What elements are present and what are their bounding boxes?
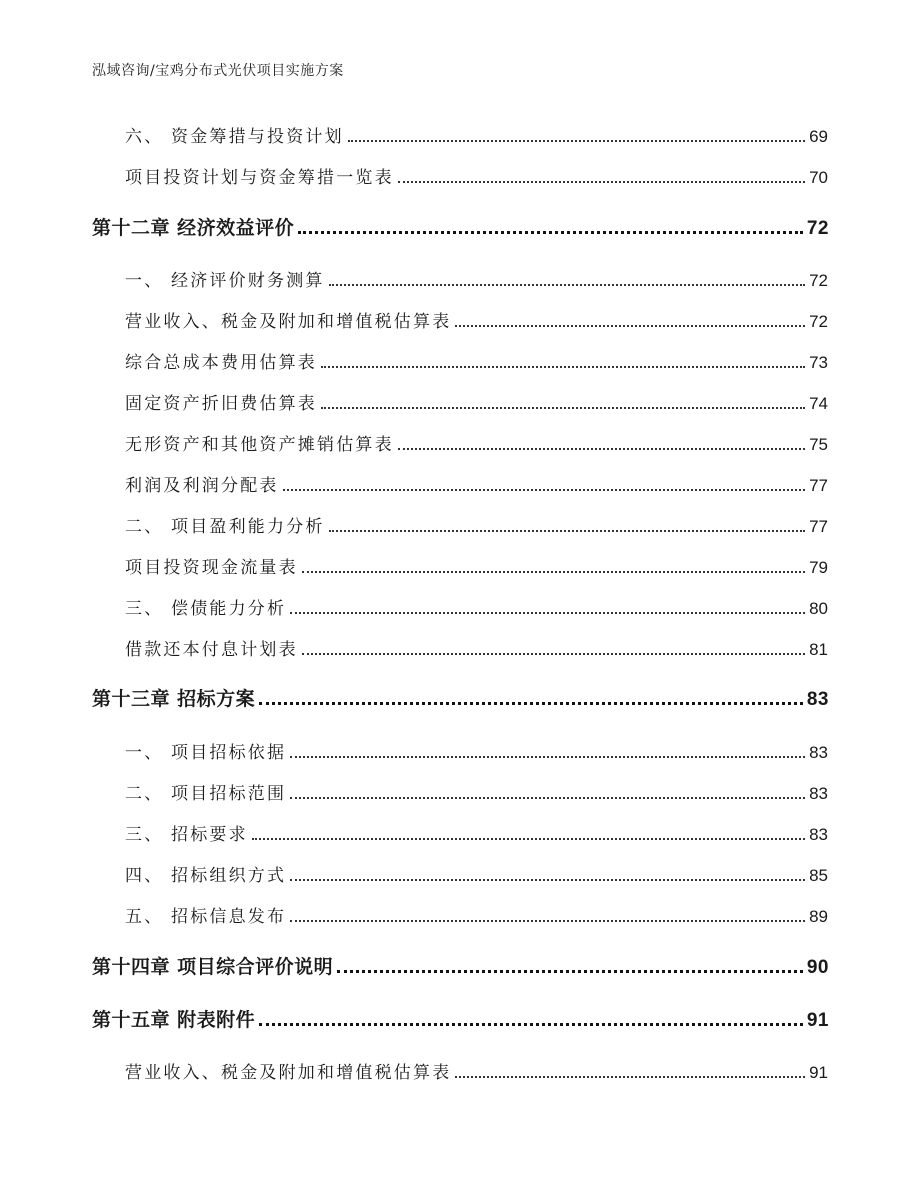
toc-chapter-label: 第十二章 经济效益评价 — [92, 217, 295, 239]
toc-entry-page: 77 — [809, 476, 828, 495]
toc-entry[interactable] — [125, 122, 828, 147]
toc-entry-page: 80 — [809, 599, 828, 618]
dot-leader — [290, 756, 805, 758]
toc-chapter-page: 90 — [806, 957, 829, 978]
toc-entry-page: 72 — [809, 312, 828, 331]
toc-chapter-label: 第十四章 项目综合评价说明 — [92, 956, 334, 978]
toc-entry[interactable] — [125, 902, 828, 927]
toc-entry-label: 一、 经济评价财务测算 — [125, 271, 325, 291]
dot-leader — [348, 140, 805, 142]
toc-entry[interactable] — [125, 389, 828, 414]
dot-leader — [337, 970, 803, 973]
toc-entry[interactable] — [125, 266, 828, 291]
toc-entry[interactable] — [125, 307, 828, 332]
toc-entry-label: 三、 偿债能力分析 — [125, 599, 287, 619]
toc-entry-label: 利润及利润分配表 — [125, 476, 279, 496]
toc-entry-page: 83 — [809, 825, 828, 844]
toc-entry[interactable] — [125, 861, 828, 886]
dot-leader — [259, 1023, 803, 1026]
toc-entry[interactable] — [125, 512, 828, 537]
toc-entry-page: 85 — [809, 866, 828, 885]
toc-entry-label: 固定资产折旧费估算表 — [125, 394, 317, 414]
toc-chapter-page: 91 — [806, 1010, 829, 1031]
dot-leader — [290, 879, 805, 881]
toc-chapter[interactable] — [92, 213, 829, 240]
toc-entry-label: 综合总成本费用估算表 — [125, 353, 317, 373]
toc-entry[interactable] — [125, 430, 828, 455]
toc-entry-page: 74 — [809, 394, 828, 413]
toc-entry-label: 一、 项目招标依据 — [125, 743, 287, 763]
toc-entry-page: 70 — [809, 168, 828, 187]
toc-entry[interactable] — [125, 471, 828, 496]
toc-entry[interactable] — [125, 738, 828, 763]
toc-entry[interactable] — [125, 779, 828, 804]
toc-entry[interactable] — [125, 348, 828, 373]
dot-leader — [398, 181, 805, 183]
toc-entry-label: 六、 资金筹措与投资计划 — [125, 127, 344, 147]
toc-entry-page: 69 — [809, 127, 828, 146]
toc-chapter-page: 83 — [806, 689, 829, 710]
toc-entry-label: 二、 项目盈利能力分析 — [125, 517, 325, 537]
toc-chapter[interactable] — [92, 1005, 829, 1032]
toc-entry-page: 83 — [809, 784, 828, 803]
dot-leader — [283, 489, 805, 491]
toc-entry-page: 79 — [809, 558, 828, 577]
toc-entry-label: 五、 招标信息发布 — [125, 907, 287, 927]
toc-entry[interactable] — [125, 820, 828, 845]
toc-chapter-label: 第十五章 附表附件 — [92, 1009, 256, 1031]
toc-entry[interactable] — [125, 594, 828, 619]
dot-leader — [321, 366, 805, 368]
dot-leader — [259, 702, 803, 705]
toc-entry-label: 无形资产和其他资产摊销估算表 — [125, 435, 394, 455]
toc-entry-label: 项目投资现金流量表 — [125, 558, 298, 578]
toc-entry-label: 项目投资计划与资金筹措一览表 — [125, 168, 394, 188]
toc-entry-label: 四、 招标组织方式 — [125, 866, 287, 886]
dot-leader — [321, 407, 805, 409]
toc-entry-label: 三、 招标要求 — [125, 825, 248, 845]
toc-entry[interactable] — [125, 635, 828, 660]
dot-leader — [329, 530, 805, 532]
dot-leader — [290, 797, 805, 799]
dot-leader — [455, 1076, 805, 1078]
toc-entry[interactable] — [125, 553, 828, 578]
toc-chapter-label: 第十三章 招标方案 — [92, 688, 256, 710]
toc-entry-page: 72 — [809, 271, 828, 290]
dot-leader — [302, 653, 805, 655]
toc-entry-page: 83 — [809, 743, 828, 762]
toc-entry-label: 借款还本付息计划表 — [125, 640, 298, 660]
toc-entry-label: 营业收入、税金及附加和增值税估算表 — [125, 1063, 452, 1083]
toc-entry-page: 77 — [809, 517, 828, 536]
dot-leader — [302, 571, 805, 573]
dot-leader — [298, 231, 803, 234]
toc-entry-label: 营业收入、税金及附加和增值税估算表 — [125, 312, 452, 332]
dot-leader — [455, 325, 805, 327]
toc-entry-page: 91 — [809, 1063, 828, 1082]
toc-entry[interactable] — [125, 163, 828, 188]
dot-leader — [290, 612, 805, 614]
toc-chapter[interactable] — [92, 684, 829, 711]
running-header: 泓域咨询/宝鸡分布式光伏项目实施方案 — [92, 63, 344, 79]
toc-chapter[interactable] — [92, 952, 829, 979]
toc-entry-page: 89 — [809, 907, 828, 926]
dot-leader — [398, 448, 805, 450]
toc-entry[interactable] — [125, 1058, 828, 1083]
dot-leader — [329, 284, 805, 286]
dot-leader — [252, 838, 805, 840]
toc-entry-page: 73 — [809, 353, 828, 372]
toc-entry-page: 81 — [809, 640, 828, 659]
toc-entry-label: 二、 项目招标范围 — [125, 784, 287, 804]
dot-leader — [290, 920, 805, 922]
toc-entry-page: 75 — [809, 435, 828, 454]
toc-chapter-page: 72 — [806, 218, 829, 239]
